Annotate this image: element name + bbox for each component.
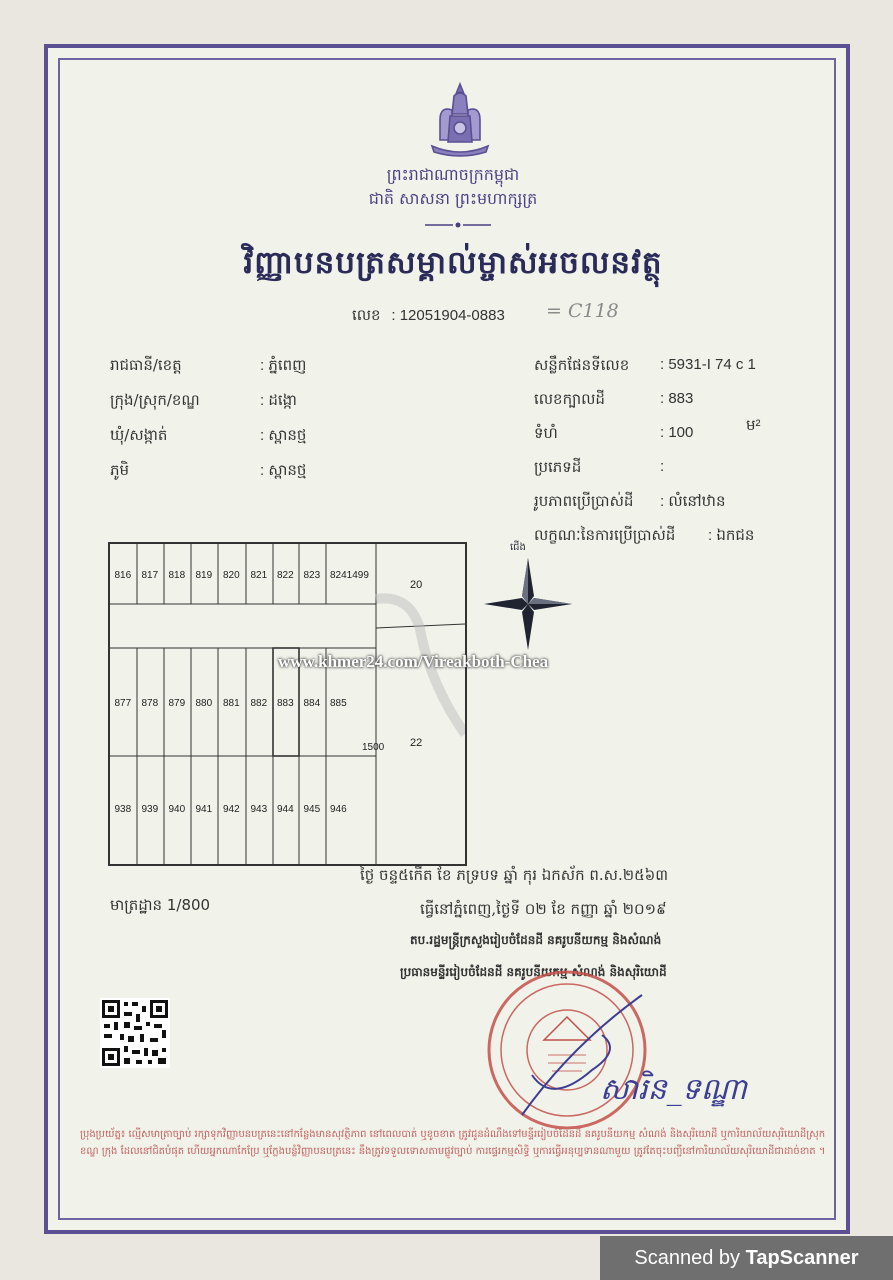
map-label-20: 20: [410, 579, 423, 591]
issue-date: ធ្វើនៅភ្នំពេញ,ថ្ងៃទី ០២ ខែ កញ្ញា ឆ្នាំ ២០១៩: [420, 900, 667, 918]
parcel-number-label: 880: [195, 698, 213, 709]
parcel-number-label: 881: [223, 698, 240, 709]
parcel-number-label: 943: [250, 804, 268, 815]
parcel-number-label: 942: [223, 804, 240, 815]
department-head: ប្រធានមន្ទីររៀបចំដែនដី នគរូបនីយកម្ម សំណង់ និងសុរិយោដី: [400, 965, 667, 979]
field-label: ក្រុង/ស្រុក/ខណ្ឌ: [110, 391, 200, 409]
certificate-inner-border: [58, 58, 836, 1220]
ornament-divider-icon: [423, 222, 493, 228]
parcel-number-label: 879: [168, 698, 186, 709]
certificate-paper: [44, 44, 850, 1234]
north-label: ជើង: [510, 542, 526, 553]
parcel-map-drawing: [110, 544, 465, 864]
certificate-number: [352, 306, 505, 328]
field-label: សន្លឹកផែនទីលេខ: [534, 356, 630, 374]
field-value: : ស្ពានថ្ម: [260, 462, 307, 479]
official-signature: សារិន_ទណ្ឌា: [600, 1072, 747, 1107]
map-label-1500: 1500: [362, 742, 385, 753]
field-commune: [110, 426, 307, 448]
parcel-number-label: 941: [195, 804, 213, 815]
field-value: : ដង្កោ: [260, 392, 297, 409]
parcel-number-label: 822: [277, 570, 294, 581]
parcel-number-label: 878: [141, 698, 159, 709]
field-land-type: [534, 458, 665, 480]
field-parcel-number: [534, 390, 694, 412]
field-village: [110, 461, 307, 483]
field-value: : ឯកជន: [708, 527, 755, 544]
scanner-watermark: [600, 1236, 893, 1280]
qr-code-icon: [100, 998, 170, 1068]
field-value: : លំនៅឋាន: [660, 493, 726, 510]
parcel-map: [108, 542, 467, 866]
parcel-number-label: 823: [303, 570, 321, 581]
north-arrow: [480, 540, 576, 650]
ministry-office: តប.រដ្ឋមន្ត្រីក្រសួងរៀបចំដែនដី នគរូបនីយកម្ម និងសំណង់: [410, 933, 662, 947]
parcel-number-label: 940: [168, 804, 186, 815]
parcel-number-label: 818: [168, 570, 186, 581]
certificate-number-label: លេខ: [352, 306, 381, 324]
certificate-number-value: : 12051904-0883: [391, 307, 505, 324]
field-label: ទំហំ: [534, 424, 558, 442]
parcel-number-label: 820: [223, 570, 240, 581]
area-unit: ម²: [746, 417, 761, 434]
parcel-number-label: 939: [141, 804, 159, 815]
field-value: : ស្ពានថ្ម: [260, 427, 307, 444]
national-motto: ជាតិ សាសនា ព្រះមហាក្សត្រ: [368, 189, 538, 208]
parcel-number-label: 884: [303, 698, 321, 709]
parcel-number-label: 8241499: [330, 570, 369, 581]
scanner-brand: TapScanner: [745, 1247, 859, 1269]
field-area: [534, 417, 761, 446]
field-value: : 883: [660, 390, 694, 407]
field-label: រាជធានី/ខេត្ត: [110, 356, 182, 374]
field-map-sheet: [534, 356, 756, 378]
field-label: រូបភាពប្រើប្រាស់ដី: [534, 492, 634, 510]
parcel-number-label: 946: [330, 804, 347, 815]
field-label: ភូមិ: [110, 461, 130, 479]
parcel-number-label: 882: [250, 698, 268, 709]
parcel-number-label: 885: [330, 698, 347, 709]
parcel-number-label: 821: [250, 570, 268, 581]
parcel-number-label: 944: [277, 804, 294, 815]
field-district: [110, 391, 297, 413]
scanner-prefix: Scanned by: [634, 1247, 746, 1269]
handwritten-note: = C118: [546, 300, 619, 322]
field-value: : 5931-I 74 c 1: [660, 356, 756, 373]
parcel-number-label: 819: [195, 570, 213, 581]
field-label: លក្ខណៈនៃការប្រើប្រាស់ដី: [534, 526, 676, 544]
field-value: : 100: [660, 424, 694, 441]
parcel-number-label: 877: [114, 698, 132, 709]
parcel-number-label: 817: [141, 570, 159, 581]
field-label: លេខក្បាលដី: [534, 390, 605, 408]
field-label: ឃុំ/សង្កាត់: [110, 426, 168, 444]
field-label: ប្រភេទដី: [534, 458, 582, 476]
document-title: វិញ្ញាបនបត្រសម្គាល់ម្ចាស់អចលនវត្ថុ: [243, 245, 663, 281]
royal-crest-icon: [420, 80, 500, 160]
legal-notice: ប្រុងប្រយ័ត្ន៖ ល្មើសមាត្រាច្បាប់ រក្សាទុកវិញ្ញាបនបត្រនេះនៅកន្លែងមានសុវត្ថិភាព នៅពេលបាត់ ឬខូចខាត ត្រូវជូនដំណឹងទៅមន្ទីររៀបចំដែនដី នគរូបនីយកម្ម សំណង់ និងសុរិយោដី ឬការិយាល័យសុរិយោដីស្រុក ខណ្ឌ ក្រុង ដែលនៅជិតបំផុត ហើយអ្នកណាកែប្រែ ឬក្លែងបន្លំវិញ្ញាបនបត្រនេះ នឹងត្រូវទទួលទោសតាមផ្លូវច្បាប់ ការផ្ទេរកម្មសិទ្ធិ ឬការធ្វើអនុប្បទានណាមួយ ត្រូវតែចុះបញ្ជីនៅការិយាល័យសុរិយោដីជាដាច់ខាត ។: [80, 1129, 826, 1157]
field-province: [110, 356, 307, 378]
parcel-number-label: 883: [277, 698, 294, 709]
kingdom-name: ព្រះរាជាណាចក្រកម្ពុជា: [386, 165, 520, 184]
map-scale: មាត្រដ្ឋាន 1/800: [110, 896, 211, 914]
parcel-number-label: 945: [303, 804, 321, 815]
map-label-22: 22: [410, 737, 423, 749]
parcel-number-label: 816: [114, 570, 132, 581]
parcel-number-label: 938: [114, 804, 132, 815]
watermark-url: www.khmer24.com/Vireakboth-Chea: [278, 652, 549, 671]
field-value: : ភ្នំពេញ: [260, 357, 307, 374]
lunar-date: ថ្ងៃ ចន្ទ៥កើត ខែ ភទ្របទ ឆ្នាំ កុរ ឯកស័ក ព.ស.២៥៦៣: [360, 866, 669, 884]
compass-star-icon: [480, 552, 576, 652]
field-value: :: [660, 458, 665, 475]
field-land-use: [534, 492, 726, 514]
